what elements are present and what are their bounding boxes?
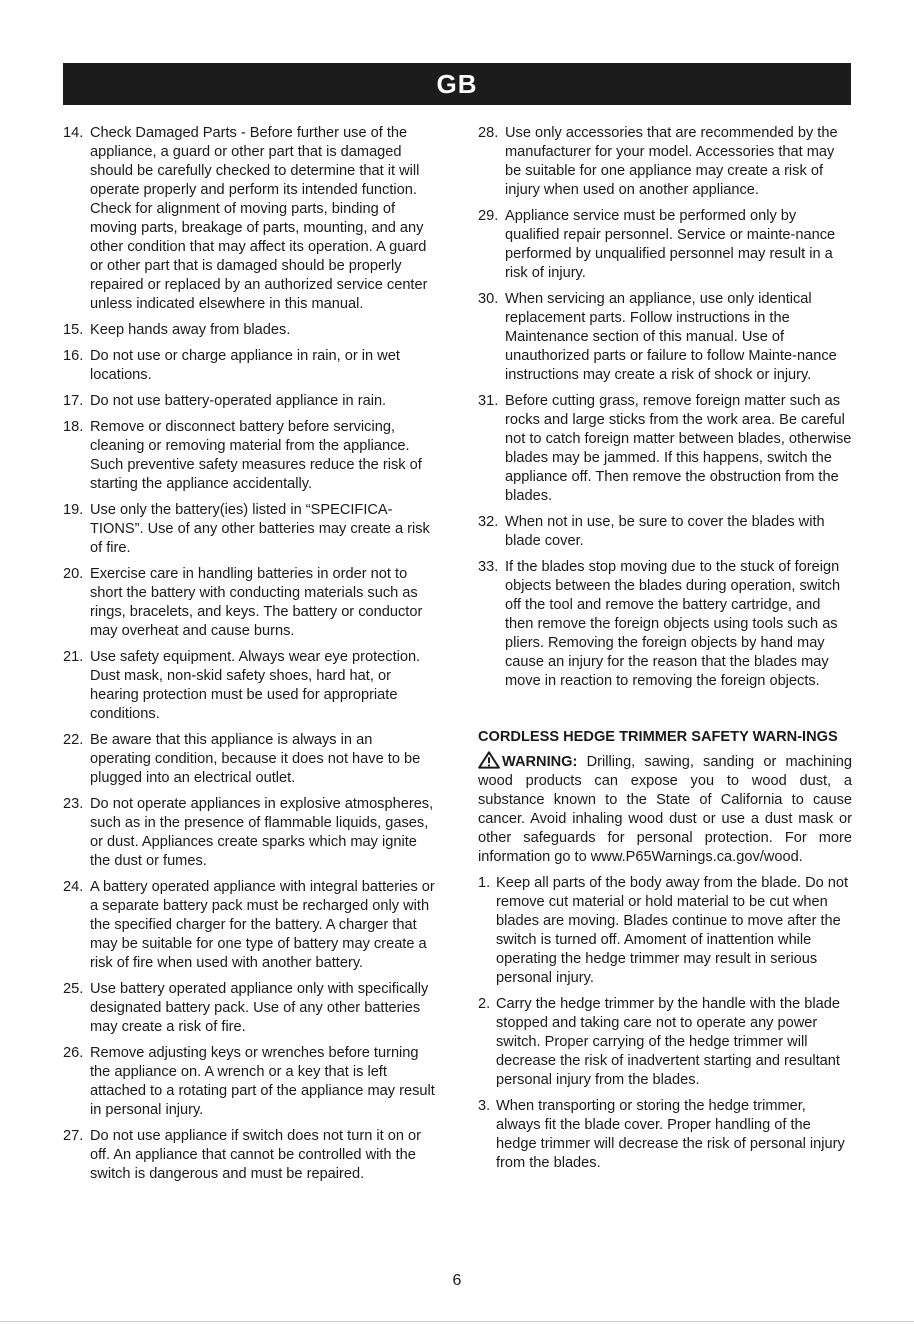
- item-text: When not in use, be sure to cover the blades with blade cover.: [505, 514, 825, 549]
- item-number: 24.: [63, 879, 84, 895]
- list-item: [63, 878, 435, 973]
- item-number: 33.: [478, 559, 499, 575]
- item-number: 30.: [478, 291, 499, 307]
- list-item: [63, 418, 435, 494]
- item-number: 25.: [63, 981, 84, 997]
- item-text: Do not operate appliances in explosive atmospheres, such as in the presence of flammable liquids, gases, or dust. Appliances create sparks which may ignite the dust or fumes.: [90, 796, 434, 869]
- item-text: Be aware that this appliance is always in an operating condition, because it does not have to be plugged into an electrical outlet.: [90, 732, 421, 786]
- list-item: [63, 124, 435, 314]
- list-item: [63, 1044, 435, 1120]
- list-item: [478, 513, 852, 551]
- item-number: 29.: [478, 208, 499, 224]
- warning-text: Drilling, sawing, sanding or machining wood products can expose you to wood dust, a substance known to the State of California to cause cancer. Avoid inhaling wood dust or use a dust mask or other safeguards for personal protection. For more information go to www.P65Warnings.ca.gov/wood.: [478, 754, 852, 865]
- item-text: Use only accessories that are recommended by the manufacturer for your model. Accessories that may be suitable for one appliance may create a risk of injury when used on another appliance.: [505, 125, 838, 198]
- item-text: When servicing an appliance, use only identical replacement parts. Follow instructions in the Maintenance section of this manual. Use of unauthorized parts or failure to follow Mainte-nance instructions may create a risk of shock or injury.: [505, 291, 837, 383]
- list-item: [63, 795, 435, 871]
- item-text: Check Damaged Parts - Before further use of the appliance, a guard or other part that is damaged should be carefully checked to determine that it will operate properly and perform its intended function. Check for alignment of moving parts, binding of moving parts, breakage of parts, mounting, and any other condition that may affect its operation. A guard or other part that is damaged should be properly repaired or replaced by an authorized service center unless indicated elsewhere in this manual.: [90, 125, 428, 312]
- item-text: Appliance service must be performed only by qualified repair personnel. Service or mainte-nance performed by unqualified personnel may result in a risk of injury.: [505, 208, 836, 281]
- list-item: [63, 731, 435, 788]
- page-number: 6: [452, 1272, 462, 1289]
- page-header-banner: [63, 63, 851, 105]
- item-number: 26.: [63, 1045, 84, 1061]
- warning-paragraph: [478, 751, 852, 867]
- item-number: 32.: [478, 514, 499, 530]
- item-text: Do not use or charge appliance in rain, or in wet locations.: [90, 348, 400, 383]
- item-text: Use safety equipment. Always wear eye protection. Dust mask, non-skid safety shoes, hard hat, or hearing protection must be used for appropriate conditions.: [90, 649, 421, 722]
- list-item: [478, 124, 852, 200]
- item-text: Keep all parts of the body away from the blade. Do not remove cut material or hold material to be cut when blades are moving. Blades continue to move after the switch is turned off. Amoment of inattention while operating the hedge trimmer may result in serious personal injury.: [496, 875, 849, 986]
- item-text: If the blades stop moving due to the stuck of foreign objects between the blades during operation, switch off the tool and remove the battery cartridge, and then remove the foreign objects using tools such as pliers. Removing the foreign objects by hand may cause an injury for the reason that the blades may move in reaction to removing the foreign objects.: [505, 559, 841, 689]
- item-number: 16.: [63, 348, 84, 364]
- item-number: 20.: [63, 566, 84, 582]
- left-column: [63, 124, 435, 1191]
- list-item: [478, 874, 852, 988]
- item-number: 27.: [63, 1128, 84, 1144]
- list-item: [478, 1097, 852, 1173]
- item-number: 31.: [478, 393, 499, 409]
- list-item: [478, 995, 852, 1090]
- right-column: [478, 124, 852, 1180]
- item-number: 19.: [63, 502, 84, 518]
- item-number: 23.: [63, 796, 84, 812]
- item-text: Carry the hedge trimmer by the handle with the blade stopped and taking care not to operate any power switch. Proper carrying of the hedge trimmer will decrease the risk of inadvertent starting and resultant personal injury from the blades.: [496, 996, 840, 1088]
- item-number: 3.: [478, 1098, 491, 1114]
- item-number: 1.: [478, 875, 491, 891]
- warning-triangle-icon: [478, 751, 500, 769]
- list-item: [478, 290, 852, 385]
- item-text: Use battery operated appliance only with specifically designated battery pack. Use of any other batteries may create a risk of fire.: [90, 981, 429, 1035]
- item-number: 18.: [63, 419, 84, 435]
- list-item: [63, 648, 435, 724]
- item-text: A battery operated appliance with integral batteries or a separate battery pack must be recharged only with the specified charger for the battery. A charger that may be suitable for one type of battery may create a risk of fire when used with another battery.: [90, 879, 435, 971]
- list-item: [478, 207, 852, 283]
- safety-list-right: [478, 124, 852, 691]
- list-item: [63, 321, 435, 340]
- hedge-trimmer-warnings-list: [478, 874, 852, 1173]
- item-number: 15.: [63, 322, 84, 338]
- item-number: 28.: [478, 125, 499, 141]
- list-item: [63, 565, 435, 641]
- item-text: When transporting or storing the hedge trimmer, always fit the blade cover. Proper handling of the hedge trimmer will decrease the risk of personal injury from the blades.: [496, 1098, 845, 1171]
- item-text: Do not use battery-operated appliance in rain.: [90, 393, 387, 409]
- item-text: Remove or disconnect battery before servicing, cleaning or removing material from the appliance. Such preventive safety measures reduce the risk of starting the appliance accidentally.: [90, 419, 422, 492]
- list-item: [63, 392, 435, 411]
- list-item: [63, 347, 435, 385]
- item-number: 14.: [63, 125, 84, 141]
- section-heading: CORDLESS HEDGE TRIMMER SAFETY WARN-INGS: [478, 729, 838, 745]
- item-number: 17.: [63, 393, 84, 409]
- list-item: [63, 501, 435, 558]
- warning-label: WARNING:: [502, 754, 578, 770]
- list-item: [63, 1127, 435, 1184]
- list-item: [478, 558, 852, 691]
- list-item: [63, 980, 435, 1037]
- item-text: Remove adjusting keys or wrenches before turning the appliance on. A wrench or a key that is left attached to a rotating part of the appliance may result in personal injury.: [90, 1045, 435, 1118]
- item-text: Keep hands away from blades.: [90, 322, 291, 338]
- bottom-divider: [0, 1321, 914, 1322]
- page-header-title: GB: [436, 69, 478, 99]
- item-number: 21.: [63, 649, 84, 665]
- list-item: [478, 392, 852, 506]
- item-text: Before cutting grass, remove foreign matter such as rocks and large sticks from the work area. Be careful not to catch foreign matter between blades, otherwise blades may be jammed. If this happens, switch the appliance off. Then remove the obstruction from the blades.: [505, 393, 852, 504]
- item-text: Exercise care in handling batteries in order not to short the battery with conducting materials such as rings, bracelets, and keys. The battery or conductor may overheat and cause burns.: [90, 566, 423, 639]
- item-number: 2.: [478, 996, 491, 1012]
- item-text: Do not use appliance if switch does not turn it on or off. An appliance that cannot be controlled with the switch is dangerous and must be repaired.: [90, 1128, 421, 1182]
- item-text: Use only the battery(ies) listed in “SPECIFICA-TIONS”. Use of any other batteries may create a risk of fire.: [90, 502, 430, 556]
- item-number: 22.: [63, 732, 84, 748]
- safety-list-left: [63, 124, 435, 1184]
